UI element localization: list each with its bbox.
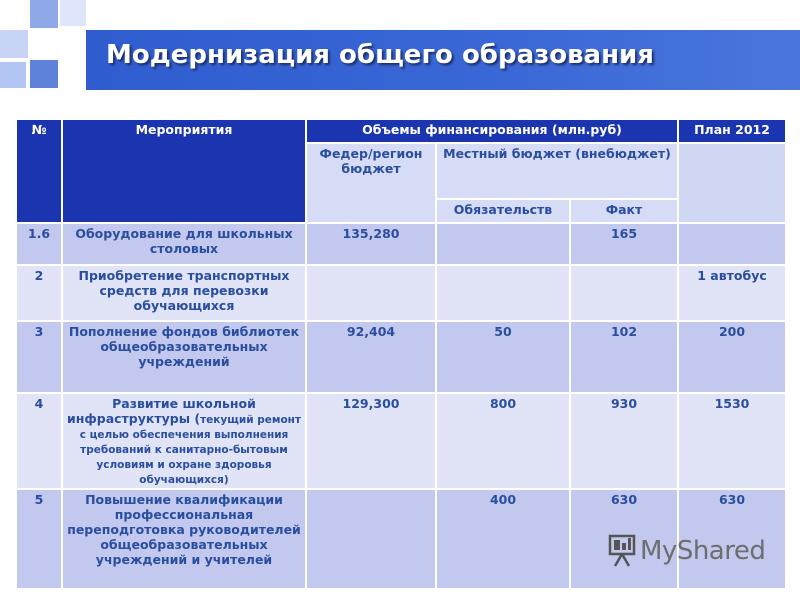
header-local: Местный бюджет (внебюджет)	[436, 143, 678, 199]
header-obligations: Обязательств	[436, 199, 570, 223]
decor-square	[60, 0, 86, 26]
header-federal: Федер/регион бюджет	[306, 143, 436, 223]
table-row	[16, 321, 786, 393]
cell-plan: 630	[678, 489, 786, 589]
watermark-text: MyShared	[640, 536, 766, 566]
header-plan: План 2012	[678, 119, 786, 143]
header-event: Мероприятия	[62, 119, 306, 223]
watermark-logo	[606, 534, 765, 568]
cell-event	[62, 393, 306, 489]
cell-obligations	[436, 223, 570, 265]
cell-federal	[306, 489, 436, 589]
cell-federal	[306, 265, 436, 321]
cell-event: Пополнение фондов библиотек общеобразовательных учреждений	[62, 321, 306, 393]
cell-fact: 165	[570, 223, 678, 265]
header-plan-empty	[678, 143, 786, 223]
cell-plan: 200	[678, 321, 786, 393]
cell-num: 5	[16, 489, 62, 589]
table-row	[16, 393, 786, 489]
cell-obligations	[436, 265, 570, 321]
cell-plan: 1 автобус	[678, 265, 786, 321]
slide-title: Модернизация общего образования	[106, 40, 654, 70]
cell-federal: 92,404	[306, 321, 436, 393]
cell-event: Приобретение транспортных средств для перевозки обучающихся	[62, 265, 306, 321]
cell-plan	[678, 223, 786, 265]
financing-table	[15, 118, 787, 590]
decor-square	[30, 0, 58, 28]
projector-icon	[606, 534, 640, 568]
cell-plan: 1530	[678, 393, 786, 489]
decor-square	[30, 60, 58, 88]
cell-event-note: текущий ремонт с целью обеспечения выполнения требований к санитарно-бытовым условиям и охране здоровья обучающихся)	[79, 414, 302, 486]
header-fact: Факт	[570, 199, 678, 223]
cell-fact: 102	[570, 321, 678, 393]
cell-obligations: 400	[436, 489, 570, 589]
cell-fact: 930	[570, 393, 678, 489]
cell-federal: 135,280	[306, 223, 436, 265]
cell-num: 2	[16, 265, 62, 321]
cell-obligations: 800	[436, 393, 570, 489]
cell-federal: 129,300	[306, 393, 436, 489]
header-financing: Объемы финансирования (млн.руб)	[306, 119, 678, 143]
cell-event: Оборудование для школьных столовых	[62, 223, 306, 265]
cell-event: Повышение квалификации профессиональная переподготовка руководителей общеобразовательных учреждений и учителей	[62, 489, 306, 589]
cell-num: 1.6	[16, 223, 62, 265]
cell-fact	[570, 265, 678, 321]
cell-fact: 630	[570, 489, 678, 589]
cell-event-main: Развитие школьной инфраструктуры (	[66, 396, 256, 426]
cell-obligations: 50	[436, 321, 570, 393]
table-row	[16, 265, 786, 321]
table-row	[16, 223, 786, 265]
decor-square	[0, 62, 26, 88]
header-num: №	[16, 119, 62, 223]
cell-num: 4	[16, 393, 62, 489]
cell-num: 3	[16, 321, 62, 393]
decor-square	[0, 30, 28, 58]
